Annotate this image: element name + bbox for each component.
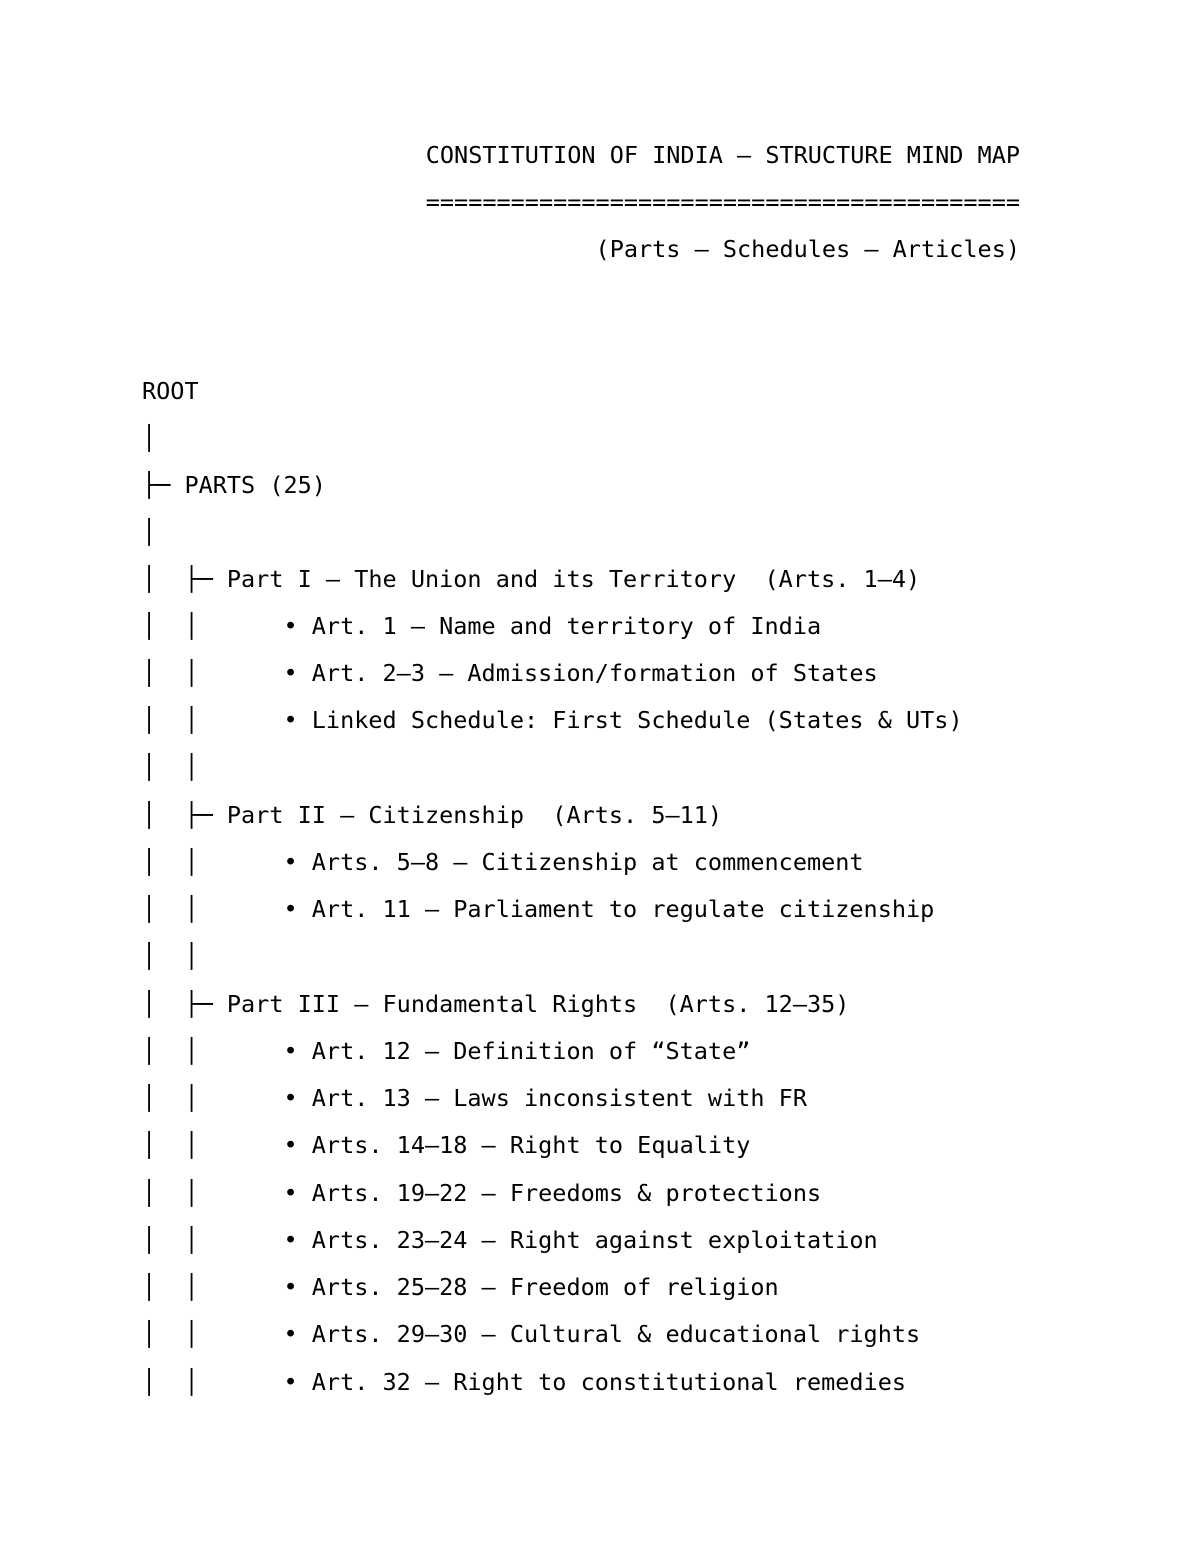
tree-leaf: │ │ • Art. 12 — Definition of “State” (142, 1037, 751, 1065)
tree-node-parts: ├─ PARTS (25) (142, 471, 326, 499)
tree-leaf: │ │ • Arts. 14–18 — Right to Equality (142, 1131, 751, 1159)
tree-leaf: │ │ • Arts. 19–22 — Freedoms & protections (142, 1179, 822, 1207)
title-underline: ========================================== (425, 188, 1020, 216)
page-title: CONSTITUTION OF INDIA — STRUCTURE MIND MAP (425, 141, 1020, 169)
tree-connector: │ (142, 424, 157, 452)
tree-connector: │ │ (142, 753, 199, 781)
tree-node-part-2: │ ├─ Part II — Citizenship (Arts. 5–11) (142, 801, 723, 829)
tree-leaf: │ │ • Linked Schedule: First Schedule (States & UTs) (142, 706, 963, 734)
tree-node-part-3: │ ├─ Part III — Fundamental Rights (Arts. 12–35) (142, 990, 850, 1018)
tree-leaf: │ │ • Art. 2–3 — Admission/formation of States (142, 659, 878, 687)
tree-leaf: │ │ • Art. 11 — Parliament to regulate citizenship (142, 895, 935, 923)
tree-connector: │ │ (142, 942, 199, 970)
tree-root: ROOT (142, 377, 199, 405)
tree-leaf: │ │ • Arts. 5–8 — Citizenship at commencement (142, 848, 864, 876)
tree-leaf: │ │ • Art. 32 — Right to constitutional remedies (142, 1368, 907, 1396)
tree-leaf: │ │ • Arts. 29–30 — Cultural & educational rights (142, 1320, 921, 1348)
tree-leaf: │ │ • Art. 13 — Laws inconsistent with FR (142, 1084, 807, 1112)
tree-leaf: │ │ • Arts. 23–24 — Right against exploitation (142, 1226, 878, 1254)
tree-connector: │ (142, 518, 157, 546)
tree-node-part-1: │ ├─ Part I — The Union and its Territory (Arts. 1–4) (142, 565, 921, 593)
tree-leaf: │ │ • Arts. 25–28 — Freedom of religion (142, 1273, 779, 1301)
page-subtitle: (Parts — Schedules — Articles) (595, 235, 1020, 263)
tree-leaf: │ │ • Art. 1 — Name and territory of India (142, 612, 822, 640)
